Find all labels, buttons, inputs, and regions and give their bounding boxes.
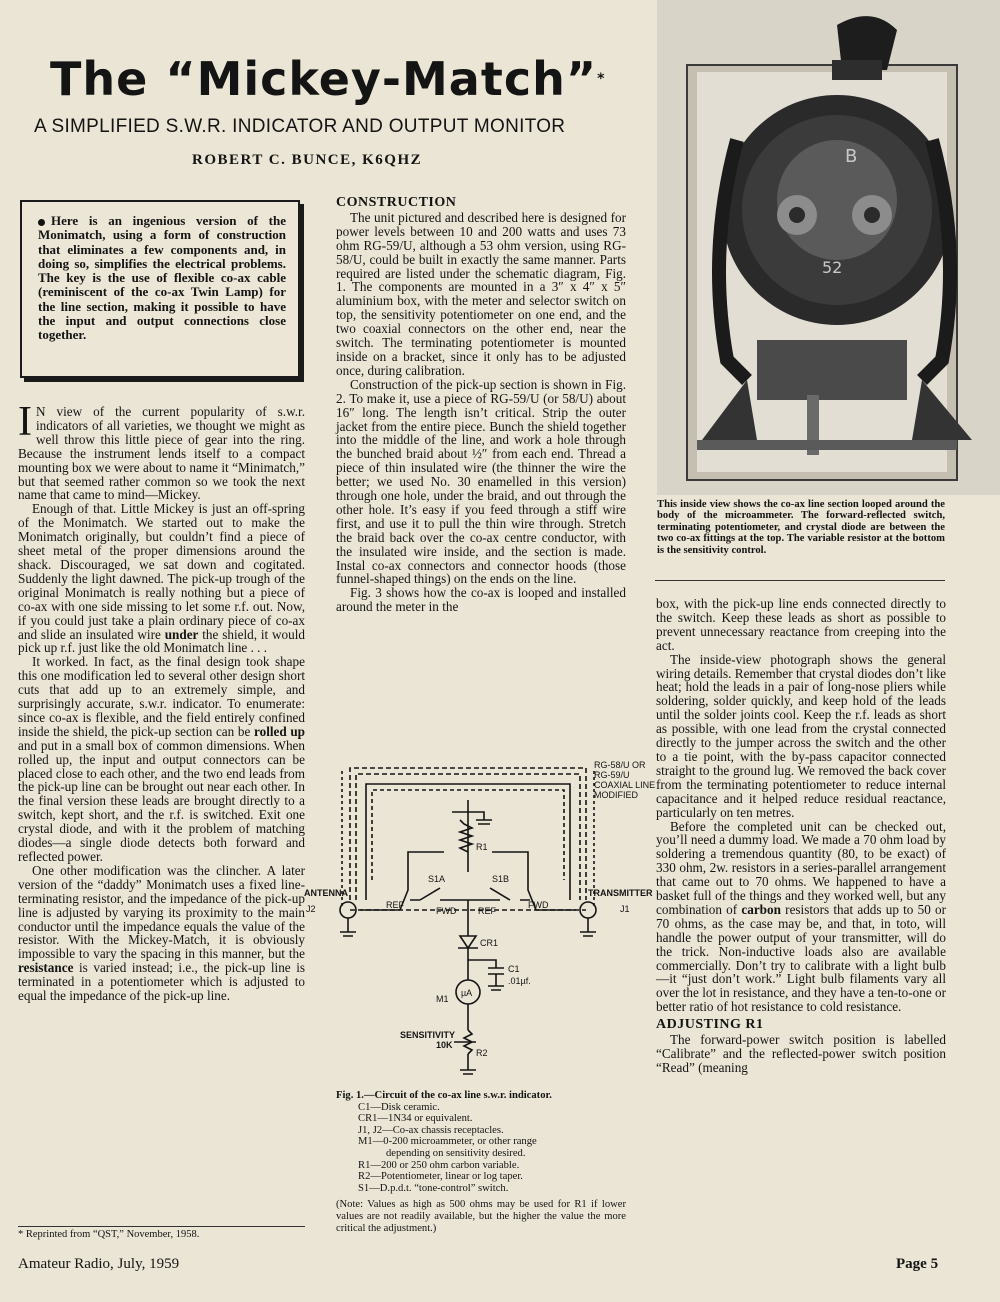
paragraph: Construction of the pick-up section is shown in Fig. 2. To make it, use a piece of RG-59/U (or 58/U) about 16″ long. The length isn’t critical. Strip the outer jacket from the entire piece. Bunch the shield together into the middle of the line, and work a hole through the bunched braid about ½″ from each end. Thread a piece of thin insulated wire (the thinner the wire the better; we used No. 30 enamelled in this version) through one hole, under the braid, and out through the other hole. It’s easy if you feed through a stiff wire first, and use it to pull the thin wire through. Stretch the braid back over the co-ax centre conductor, with the insulated wire inside, and the section is made. Instal co-ax connectors and connector hoods (those funnel-shaped things) on the ends on the line. xyxy=(336,376,626,587)
c1-label: C1 xyxy=(508,964,520,974)
parts-list-item: R2—Potentiometer, linear or log taper. xyxy=(358,1171,523,1183)
photo-meter-marking: B xyxy=(845,146,858,167)
paragraph: The inside-view photograph shows the general wiring details. Remember that crystal diodes don’t like heat; hold the leads in a pair of long-nose pliers while soldering, solder quickly, and keep hold of the leads until the solder joints cool. Keep the r.f. leads as short as possible, with one lead from the crystal connected directly to the jumper across the switch and the other to a tie point, with the by-pass capacitor connected straight to the ground lug. We removed the back cover from the terminating potentiometer to reduce internal capacitance and it helped reduce residual reactance, particularly on ten metres. xyxy=(656,651,946,820)
parts-list-item: S1—D.p.d.t. “tone-control” switch. xyxy=(358,1182,509,1194)
j1-label: J1 xyxy=(620,904,630,914)
parts-list-item: depending on sensitivity desired. xyxy=(386,1147,526,1159)
r1-label: R1 xyxy=(476,842,488,852)
s1b-label: S1B xyxy=(492,874,510,884)
r2-label: R2 xyxy=(476,1048,488,1058)
antenna-label: ANTENNA xyxy=(304,888,348,898)
transmitter-label: TRANSMITTER xyxy=(588,888,653,898)
paragraph: I N view of the current popularity of s.w.r. indicators of all varieties, we thought we might as well throw this little piece of gear into the ring. Because the instrument lends itself to a compact mounting box we were about to name it “Minimatch,” but that seemed rather common so we took the next name that came to mind—Mickey. xyxy=(18,399,305,503)
cable-label: RG-59/U xyxy=(594,770,630,780)
c1-value: .01µf. xyxy=(508,976,531,986)
parts-list-item: CR1—1N34 or equivalent. xyxy=(358,1113,473,1125)
drop-cap: I xyxy=(18,399,32,445)
figure-note: (Note: Values as high as 500 ohms may be used for R1 if lower values are not readily available, but the higher the value the more critical the adjustment.) xyxy=(336,1199,626,1234)
column-1 xyxy=(18,399,306,1004)
article-subtitle: A SIMPLIFIED S.W.R. INDICATOR AND OUTPUT MONITOR xyxy=(34,116,566,137)
parts-list-item: M1—0-200 microammeter, or other range xyxy=(358,1136,537,1148)
paragraph: box, with the pick-up line ends connected directly to the switch. Keep these leads as short as possible to prevent unnecessary reactance from creeping into the act. xyxy=(656,596,946,653)
parts-list-item: R1—200 or 250 ohm carbon variable. xyxy=(358,1159,520,1171)
article-title: The “Mickey-Match”* xyxy=(50,52,606,106)
title-block xyxy=(20,52,645,169)
bullet-icon xyxy=(38,219,45,226)
cable-label: MODIFIED xyxy=(594,790,638,800)
divider xyxy=(655,580,945,581)
meter-label: µA xyxy=(461,988,473,998)
paragraph: Enough of that. Little Mickey is just an off-spring of the Monimatch. We started out to make the Monimatch originally, but couldn’t find a piece of sheet metal of the proper dimensions around the shack. Discouraged, we sat down and cogitated. Suddenly the light dawned. The pick-up trough of the original Monimatch is really nothing but a piece of co-ax with one side missing to let some r.f. out. Now, if you could just take a plain ordinary piece of co-ax and slide an insulated wire under the shield, it would pick up r.f. just like the old Monimatch line . . . xyxy=(18,501,306,656)
paragraph: One other modification was the clincher. A later version of the “daddy” Monimatch uses a fixed line-terminating resistor, and the impedance of the pick-up line is adjusted by varying its proximity to the main conductor until the impedance equals the value of the resistor. With the Mickey-Match, it is obviously impossible to vary the spacing in this manner, but the resistance is varied instead; i.e., the pick-up line is terminated in a potentiometer which is adjusted to equal the impedance of the pick-up line. xyxy=(18,862,306,1004)
schematic-diagram xyxy=(300,760,660,1090)
photo-dial-marking: 52 xyxy=(822,258,843,277)
paragraph: The forward-power switch position is labelled “Calibrate” and the reflected-power switch position “Read” (meaning xyxy=(656,1032,946,1075)
ref-label: REF xyxy=(386,900,404,910)
figure-caption-lead: Fig. 1.—Circuit of the co-ax line s.w.r. indicator. xyxy=(336,1090,552,1101)
parts-list-item: J1, J2—Co-ax chassis receptacles. xyxy=(358,1124,504,1136)
sensitivity-value: 10K xyxy=(436,1040,453,1050)
paragraph: Before the completed unit can be checked out, you’ll need a dummy load. We made a 70 ohm load by soldering a tremendous quantity (80, to be exact) of 330 ohm, 2w. resistors in a series-parallel arrangement that came out to 70 ohms. We happened to have a basket full of the things and they worked well, but any combination of carbon resistors that adds up to 50 or 70 ohms, as the case may be, and that, in toto, will handle the power output of your transmitter, will do the trick. Non-inductive loads also are available commercially. Don’t try to calibrate with a light bulb—it “just don’t work.” Light bulb filaments vary all over the lot in resistance, and they have a ten-to-one or better ratio of hot resistance to cold resistance. xyxy=(656,818,947,1015)
cable-label: COAXIAL LINE xyxy=(594,780,656,790)
inside-view-photo xyxy=(657,0,1000,495)
figure-caption xyxy=(336,1090,626,1234)
paragraph: The unit pictured and described here is designed for power levels between 10 and 200 watts and uses 73 ohm RG-59/U, although a 53 ohm version, using RG-58/U, could be built in exactly the same manner. Parts required are listed under the schematic diagram, Fig. 1. The components are mounted in a 3″ x 4″ x 5″ aluminium box, with the meter and selector switch on top, the sensitivity potentiometer on one end, and the two coaxial connectors on the other end, near the switch. The terminating potentiometer is mounted inside on a bracket, since it only has to be adjusted once, during calibration. xyxy=(336,209,626,378)
fwd-label: FWD xyxy=(528,900,549,910)
cr1-label: CR1 xyxy=(480,938,499,948)
intro-box: Here is an ingenious version of the Monimatch, using a form of construction that eliminates a few components and, in doing so, simplifies the electrical problems. The key is the use of flexible co-ax cable (reminiscent of the co-ax Twin Lamp) for the line section, making it possible to have the input and output connections close together. xyxy=(20,200,300,378)
column-2 xyxy=(336,196,626,614)
column-3 xyxy=(656,597,946,1075)
footer-page-number: Page 5 xyxy=(896,1256,939,1272)
footnote: * Reprinted from “QST,” November, 1958. xyxy=(18,1226,305,1240)
paragraph: Fig. 3 shows how the co-ax is looped and installed around the meter in the xyxy=(336,585,626,615)
section-heading-construction: CONSTRUCTION xyxy=(336,195,457,210)
ref-label: REF xyxy=(478,906,496,916)
paragraph: It worked. In fact, as the final design took shape this one modification led to several other design short cuts that add up to an extremely simple, and surprisingly accurate, s.w.r. indicator. To enumerate: since co-ax is flexible, and the field entirely confined inside the shield, the pick-up section can be rolled up and put in a small box of common dimensions. When rolled up, the input and output connectors can be placed close to each other, and the two end leads from the pick-up line can be brought out near each other. In the final version these leads are brought directly to a switch, kept short, and the r.f. is switched. Exit one crystal diode, and with it the problem of matching diodes—a single diode detects both forward and reflected power. xyxy=(18,654,306,864)
m1-label: M1 xyxy=(436,994,449,1004)
parts-list-item: C1—Disk ceramic. xyxy=(358,1101,440,1113)
sensitivity-label: SENSITIVITY xyxy=(400,1030,456,1040)
photo-caption: This inside view shows the co-ax line section looped around the body of the microammeter. The forward-reflected switch, terminating potentiometer, and crystal diode are between the two co-ax fittings at the top. The variable resistor at the bottom is the sensitivity control. xyxy=(657,499,945,556)
section-heading-adjusting: ADJUSTING R1 xyxy=(656,1017,764,1033)
fwd-label: FWD xyxy=(436,906,457,916)
j2-label: J2 xyxy=(306,904,316,914)
footer-publication: Amateur Radio, July, 1959 xyxy=(18,1256,180,1272)
s1a-label: S1A xyxy=(428,874,446,884)
cable-label: RG-58/U OR xyxy=(594,760,646,770)
article-byline: ROBERT C. BUNCE, K6QHZ xyxy=(192,152,423,168)
